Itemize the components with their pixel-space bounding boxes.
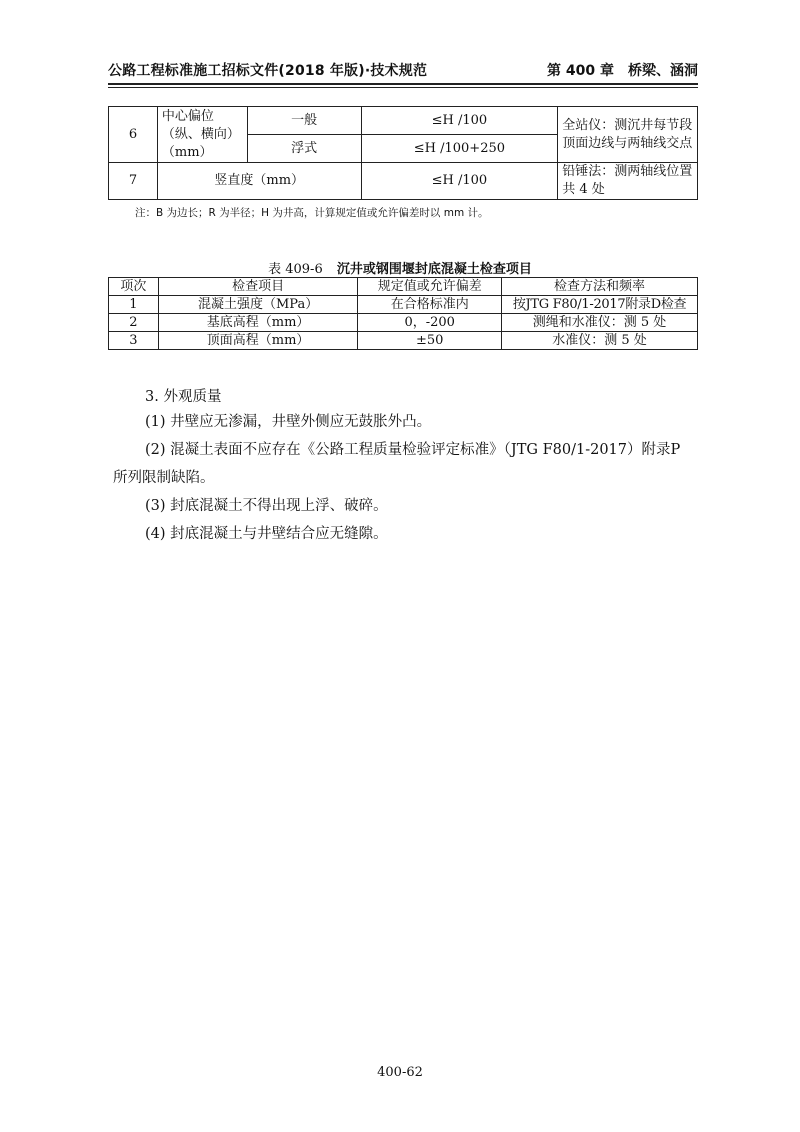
- table-cell-method: 全站仪：测沉井每节段顶面边线与两轴线交点: [558, 107, 698, 163]
- table-cell-value: ≤H /100+250: [361, 135, 558, 163]
- page-number: 400-62: [377, 1065, 423, 1080]
- table-caption-number: 表 409-6: [268, 262, 323, 277]
- paragraph-text: (2) 混凝土表面不应存在《公路工程质量检验评定标准》（JTG F80/1-2017）附录P所列限制缺陷。: [113, 442, 681, 486]
- paragraph: [113, 492, 693, 520]
- table-cell-value: ≤H /100: [361, 163, 558, 200]
- table-cell: 1: [109, 296, 159, 314]
- paragraph: [113, 520, 693, 548]
- table-cell: 2: [109, 314, 159, 332]
- table-cell: 混凝土强度（MPa）: [158, 296, 357, 314]
- table-cell-no: 7: [109, 163, 158, 200]
- table-cell-value: ≤H /100: [361, 107, 558, 135]
- paragraph-text: (4) 封底混凝土与井壁结合应无缝隙。: [145, 526, 388, 542]
- table-cell: 测绳和水准仪：测 5 处: [502, 314, 698, 332]
- table-cell-item: 中心偏位（纵、横向）（mm）: [157, 107, 247, 163]
- paragraph: [113, 436, 693, 492]
- paragraph-text: (1) 井壁应无渗漏，井壁外侧应无鼓胀外凸。: [145, 414, 432, 430]
- table-header-cell: 检查方法和频率: [502, 278, 698, 296]
- section-heading: 3. 外观质量: [145, 389, 222, 405]
- table-cell: 0，-200: [358, 314, 502, 332]
- table-row: [109, 296, 698, 314]
- table-header-cell: 检查项目: [158, 278, 357, 296]
- inspection-table-continued: [108, 106, 698, 200]
- header-rule: [108, 83, 698, 85]
- table-cell: ±50: [358, 332, 502, 350]
- table-header-row: [109, 278, 698, 296]
- header-chapter-title: 第 400 章 桥梁、涵洞: [547, 63, 698, 79]
- table-note: 注：B 为边长；R 为半径；H 为井高，计算规定值或允许偏差时以 mm 计。: [135, 207, 489, 219]
- table-cell-method: 铅锤法：测两轴线位置共 4 处: [558, 163, 698, 200]
- table-cell-subitem: 浮式: [247, 135, 361, 163]
- table-cell-subitem: 一般: [247, 107, 361, 135]
- table-header-cell: 规定值或允许偏差: [358, 278, 502, 296]
- table-row: [109, 107, 698, 135]
- table-cell: 按JTG F80/1-2017附录D检查: [502, 296, 698, 314]
- header-rule-thin: [108, 87, 698, 88]
- table-cell: 顶面高程（mm）: [158, 332, 357, 350]
- table-caption-title: 沉井或钢围堰封底混凝土检查项目: [336, 262, 532, 277]
- paragraph: [113, 408, 693, 436]
- table-row: [109, 314, 698, 332]
- table-caption: [0, 258, 800, 277]
- table-row: [109, 163, 698, 200]
- table-cell-no: 6: [109, 107, 158, 163]
- table-cell-item: 竖直度（mm）: [157, 163, 361, 200]
- paragraph-text: (3) 封底混凝土不得出现上浮、破碎。: [145, 498, 388, 514]
- table-cell: 在合格标准内: [358, 296, 502, 314]
- sealing-concrete-inspection-table: [108, 277, 698, 350]
- page-header: [108, 58, 698, 82]
- table-cell: 3: [109, 332, 159, 350]
- table-cell: 水准仪：测 5 处: [502, 332, 698, 350]
- table-header-cell: 项次: [109, 278, 159, 296]
- header-document-title: 公路工程标准施工招标文件(2018 年版)·技术规范: [108, 63, 428, 79]
- table-cell: 基底高程（mm）: [158, 314, 357, 332]
- table-row: [109, 332, 698, 350]
